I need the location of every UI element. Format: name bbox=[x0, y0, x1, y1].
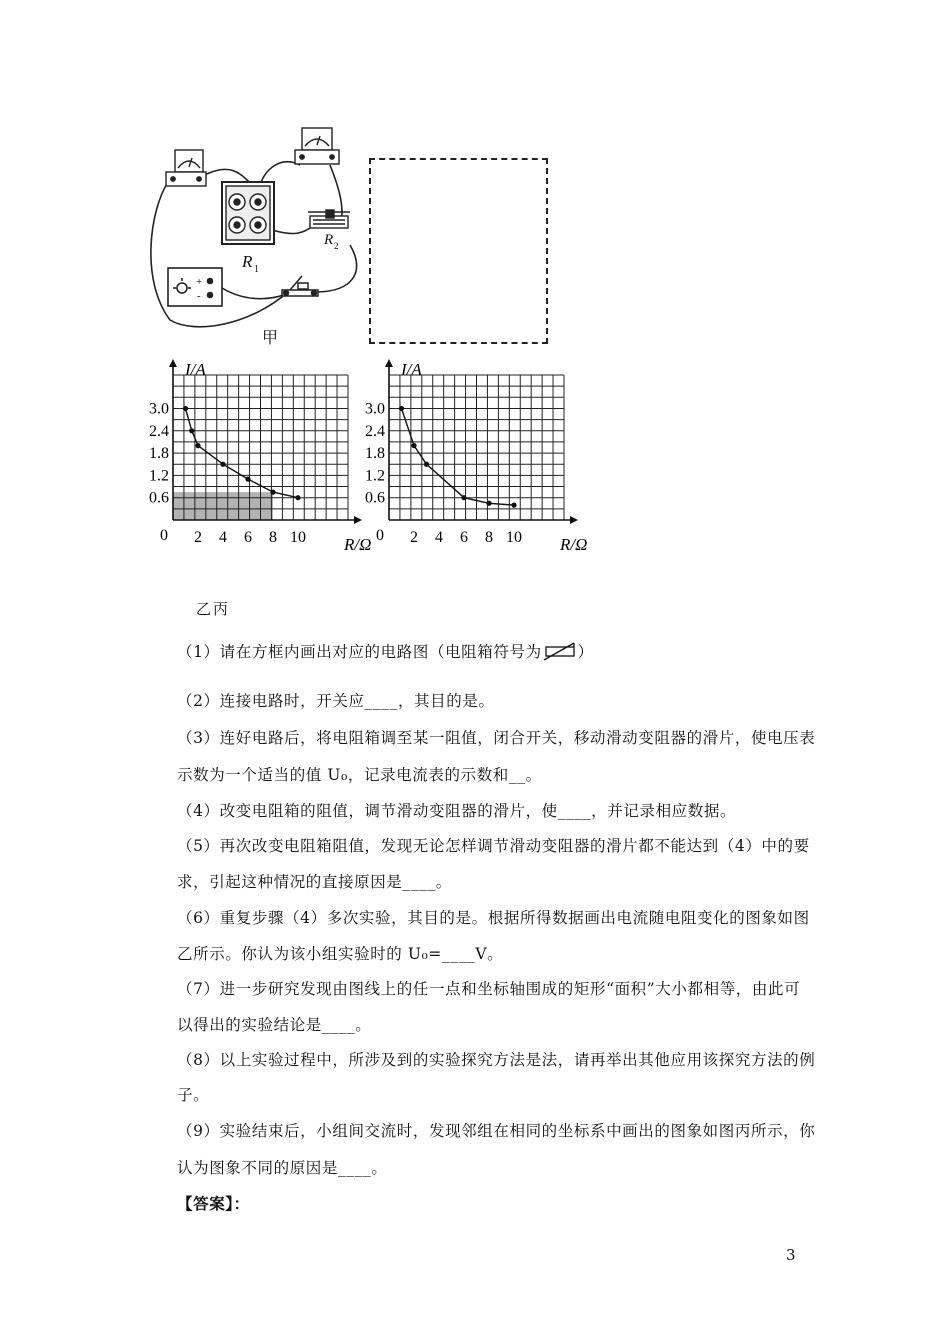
data-point bbox=[183, 406, 188, 411]
question-8-line-1: （8）以上实验过程中，所涉及到的实验探究方法是法，请再举出其他应用该探究方法的例 bbox=[177, 1051, 816, 1069]
x-tick-label: 6 bbox=[460, 529, 468, 546]
y-axis-label: I/A bbox=[401, 360, 422, 379]
y-axis-label: I/A bbox=[185, 360, 206, 379]
power-supply bbox=[168, 268, 222, 306]
question-7-line-2: 以得出的实验结论是____。 bbox=[177, 1016, 372, 1034]
wire-box-rheostat bbox=[272, 228, 310, 234]
y-axis-arrow bbox=[385, 359, 393, 367]
question-2: （2）连接电路时，开关应____，其目的是。 bbox=[177, 692, 495, 710]
y-tick-label: 3.0 bbox=[149, 400, 169, 418]
data-point bbox=[195, 443, 200, 448]
question-1-text: （1）请在方框内画出对应的电路图（电阻箱符号为 bbox=[177, 643, 542, 661]
circuit-diagram-answer-box[interactable] bbox=[369, 158, 548, 344]
figure-captions-yi-bing: 乙丙 bbox=[196, 600, 231, 618]
figure-jia-caption: 甲 bbox=[262, 330, 279, 347]
question-6-line-1: （6）重复步骤（4）多次实验，其目的是。根据所得数据画出电流随电阻变化的图象如图 bbox=[177, 909, 810, 927]
question-9-line-2: 认为图象不同的原因是____。 bbox=[177, 1159, 388, 1177]
question-1 bbox=[177, 640, 594, 662]
r1-label: R bbox=[242, 252, 253, 271]
x-tick-label: 6 bbox=[244, 529, 252, 546]
resistance-box-r1 bbox=[222, 182, 274, 244]
y-tick-label: 1.8 bbox=[365, 445, 385, 463]
y-tick-label: 0.6 bbox=[365, 489, 385, 507]
x-axis-arrow bbox=[570, 516, 578, 524]
page-number: 3 bbox=[786, 1246, 796, 1264]
question-9-line-1: （9）实验结束后，小组间交流时，发现邻组在相同的坐标系中画出的图象如图丙所示，你 bbox=[177, 1122, 816, 1140]
x-tick-label: 4 bbox=[219, 529, 227, 546]
r2-label: R bbox=[324, 232, 334, 248]
question-6-line-2: 乙所示。你认为该小组实验时的 U₀=____V。 bbox=[177, 945, 504, 963]
y-axis-arrow bbox=[169, 359, 177, 367]
data-curve bbox=[402, 409, 515, 506]
data-point bbox=[486, 501, 491, 506]
question-4: （4）改变电阻箱的阻值，调节滑动变阻器的滑片，使____，并记录相应数据。 bbox=[177, 802, 737, 820]
voltmeter bbox=[295, 128, 339, 164]
x-tick-label: 8 bbox=[269, 529, 277, 546]
question-1-end: ） bbox=[577, 643, 594, 661]
data-point bbox=[461, 495, 466, 500]
x-axis-label: R/Ω bbox=[344, 535, 372, 554]
rheostat-r2 bbox=[308, 210, 350, 228]
question-5-line-2: 求，引起这种情况的直接原因是____。 bbox=[177, 873, 452, 891]
x-tick-label: 2 bbox=[194, 529, 202, 546]
data-point bbox=[424, 462, 429, 467]
y-tick-label: 0.6 bbox=[149, 489, 169, 507]
origin-label: 0 bbox=[376, 527, 384, 544]
resistance-box-symbol-icon bbox=[542, 641, 578, 661]
x-tick-label: 2 bbox=[410, 529, 418, 546]
ammeter bbox=[166, 150, 206, 186]
x-tick-label: 10 bbox=[506, 529, 522, 546]
question-7-line-1: （7）进一步研究发现由图线上的任一点和坐标轴围成的矩形“面积”大小都相等，由此可 bbox=[177, 980, 801, 998]
answer-heading: 【答案】： bbox=[177, 1194, 250, 1213]
y-tick-label: 3.0 bbox=[365, 400, 385, 418]
graph-bing bbox=[356, 355, 588, 560]
switch bbox=[282, 276, 318, 296]
data-point bbox=[270, 490, 275, 495]
x-tick-label: 10 bbox=[290, 529, 306, 546]
x-tick-label: 8 bbox=[485, 529, 493, 546]
data-point bbox=[220, 462, 225, 467]
x-tick-label: 4 bbox=[435, 529, 443, 546]
wire-switch-rheostat bbox=[315, 245, 357, 292]
origin-label: 0 bbox=[160, 527, 168, 544]
question-8-line-2: 子。 bbox=[177, 1086, 210, 1104]
question-3-line-1: （3）连好电路后，将电阻箱调至某一阻值，闭合开关，移动滑动变阻器的滑片，使电压表 bbox=[177, 729, 816, 747]
data-point bbox=[295, 495, 300, 500]
shaded-area bbox=[173, 492, 273, 520]
y-tick-label: 2.4 bbox=[149, 422, 169, 440]
minus-sign: - bbox=[197, 290, 201, 302]
y-tick-label: 1.8 bbox=[149, 445, 169, 463]
x-axis-label: R/Ω bbox=[560, 535, 588, 554]
data-point bbox=[511, 503, 516, 508]
plus-sign: + bbox=[196, 276, 203, 288]
r2-subscript: 2 bbox=[334, 241, 339, 251]
y-tick-label: 1.2 bbox=[365, 467, 385, 485]
graph-yi bbox=[140, 355, 372, 560]
y-tick-label: 1.2 bbox=[149, 467, 169, 485]
question-3-line-2: 示数为一个适当的值 U₀，记录电流表的示数和__。 bbox=[177, 766, 542, 784]
data-point bbox=[411, 443, 416, 448]
r1-subscript: 1 bbox=[254, 264, 259, 275]
data-point bbox=[399, 406, 404, 411]
question-5-line-1: （5）再次改变电阻箱阻值，发现无论怎样调节滑动变阻器的滑片都不能达到（4）中的要 bbox=[177, 837, 810, 855]
wire-battery-switch bbox=[222, 288, 290, 299]
y-tick-label: 2.4 bbox=[365, 422, 385, 440]
circuit-apparatus-figure bbox=[140, 120, 380, 350]
data-point bbox=[245, 477, 250, 482]
data-point bbox=[189, 428, 194, 433]
